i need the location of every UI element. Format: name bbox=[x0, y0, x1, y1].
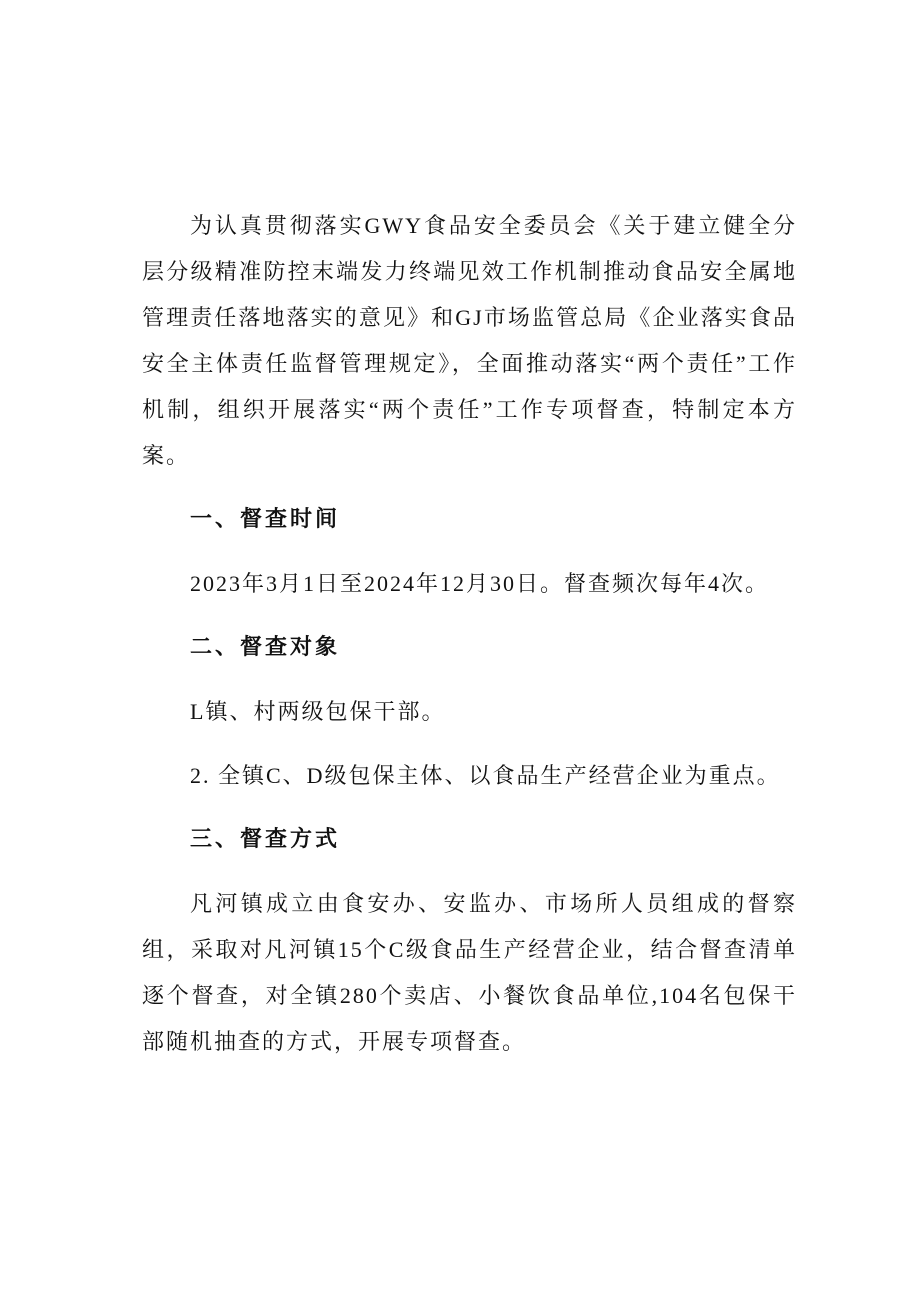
section-paragraph-method: 凡河镇成立由食安办、安监办、市场所人员组成的督察组，采取对凡河镇15个C级食品生产经营企业，结合督查清单逐个督查，对全镇280个卖店、小餐饮食品单位,104名包保干部随机抽查的方式，开展专项督查。 bbox=[142, 891, 797, 1054]
section-paragraph-targets-2: 2. 全镇C、D级包保主体、以食品生产经营企业为重点。 bbox=[190, 763, 781, 788]
intro-paragraph: 为认真贯彻落实GWY食品安全委员会《关于建立健全分层分级精准防控末端发力终端见效工作机制推动食品安全属地管理责任落地落实的意见》和GJ市场监管总局《企业落实食品安全主体责任监督管理规定》，全面推动落实“两个责任”工作机制，组织开展落实“两个责任”工作专项督查，特制定本方案。 bbox=[142, 213, 797, 468]
document-body bbox=[142, 203, 797, 1065]
section-heading-time: 一、督查时间 bbox=[190, 507, 341, 532]
section-heading-method: 三、督查方式 bbox=[190, 827, 341, 852]
section-paragraph-time: 2023年3月1日至2024年12月30日。督查频次每年4次。 bbox=[190, 571, 770, 596]
section-heading-targets: 二、督查对象 bbox=[190, 635, 341, 660]
section-paragraph-targets-1: L镇、村两级包保干部。 bbox=[190, 699, 446, 724]
